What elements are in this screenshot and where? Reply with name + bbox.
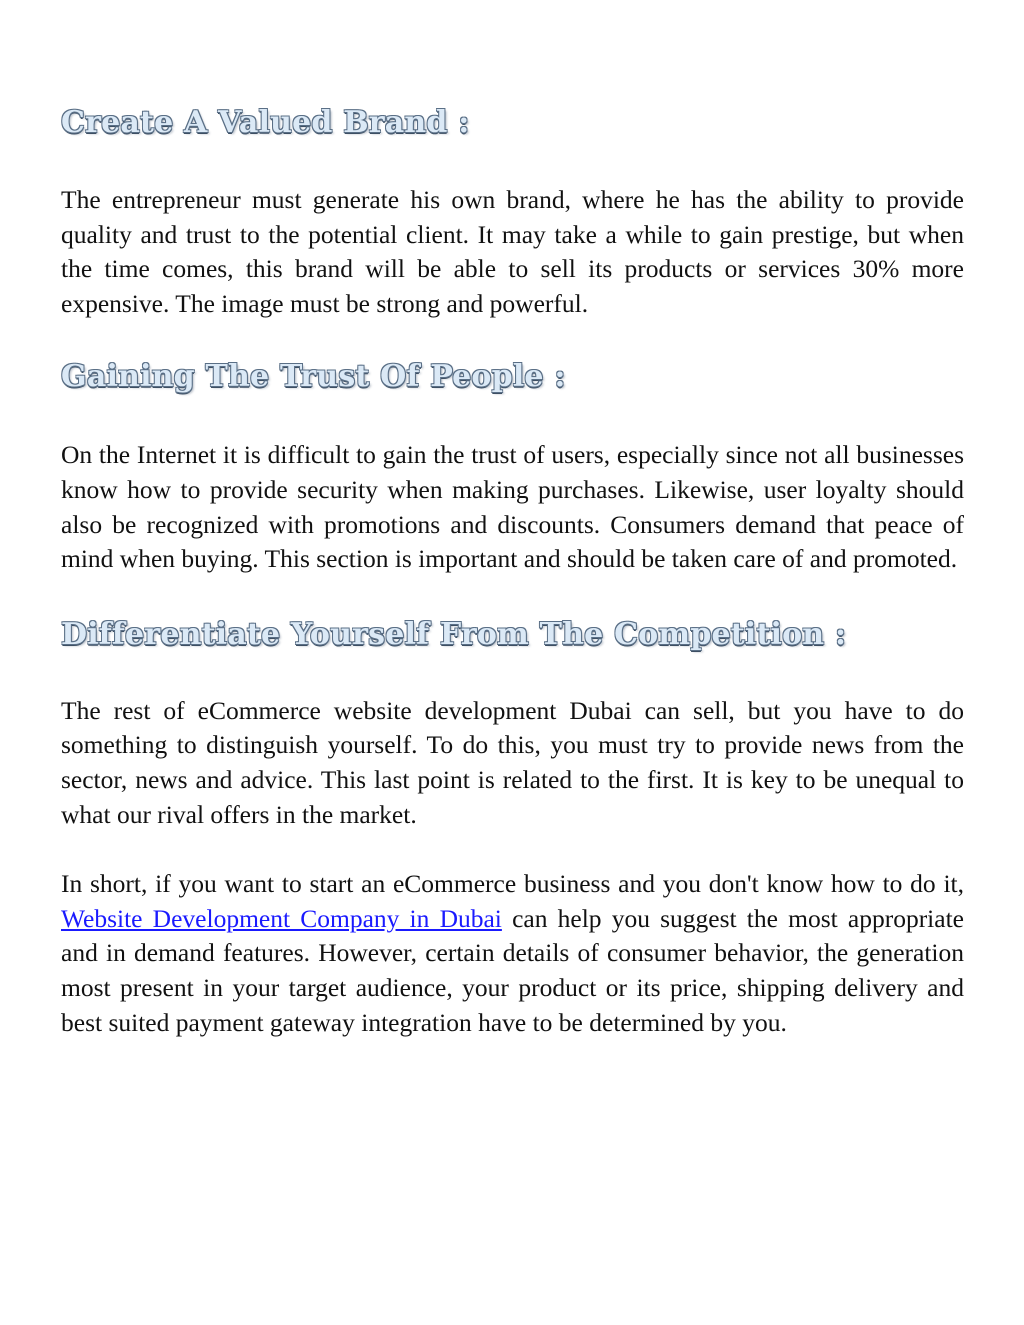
closing-text-before-link: In short, if you want to start an eCommerce business and you don't know how to do it, — [61, 869, 964, 899]
website-development-company-link[interactable]: Website Development Company in Dubai — [61, 903, 502, 933]
paragraph-gaining-trust: On the Internet it is difficult to gain the trust of users, especially since not all businesses know how to provide security when making purchases. Likewise, user loyalty should also be recognized with promotions and discounts. Consumers demand that peace of mind when buying. This section is important and should be taken care of and promoted. — [61, 440, 964, 574]
paragraph-create-valued-brand: The entrepreneur must generate his own brand, where he has the ability to provide quality and trust to the potential client. It may take a while to gain prestige, but when the time comes, this brand will be able to sell its products or services 30% more expensive. The image must be strong and powerful. — [61, 185, 964, 318]
heading-create-valued-brand: Create A Valued Brand : — [61, 105, 470, 140]
closing-text-after-link: can help you suggest the most appropriate and in demand features. However, certain details of consumer behavior, the generation most present in your target audience, your product or its price, shipping delivery and best suited payment gateway integration have to be determined by you. — [61, 903, 964, 1037]
heading-gaining-trust: Gaining The Trust Of People : — [61, 359, 566, 395]
heading-differentiate-yourself: Differentiate Yourself From The Competition : — [61, 616, 847, 652]
paragraph-closing — [61, 867, 964, 1040]
paragraph-differentiate-yourself: The rest of eCommerce website development Dubai can sell, but you have to do something to distinguish yourself. To do this, you must try to provide news from the sector, news and advice. This last point is related to the first. It is key to be unequal to what our rival offers in the market. — [61, 695, 964, 829]
document-page — [61, 96, 964, 1040]
